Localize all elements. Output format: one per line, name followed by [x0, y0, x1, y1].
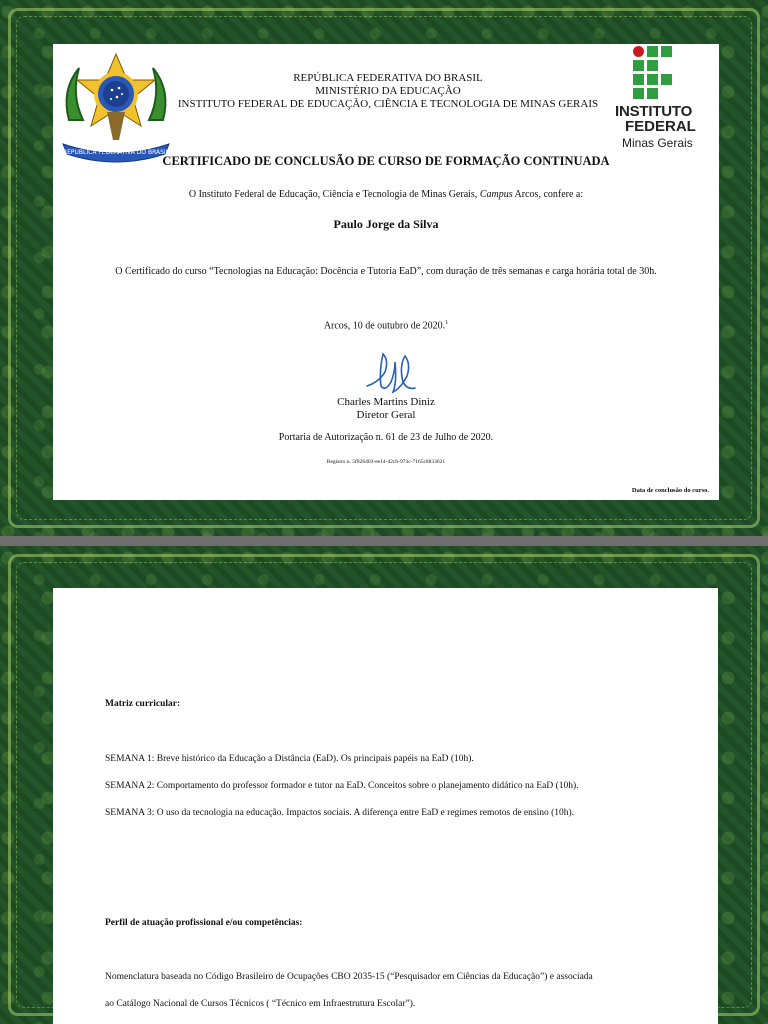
nomenclatura-line: ao Catálogo Nacional de Cursos Técnicos ( “Técnico em Infraestrutura Escolar”). [105, 999, 416, 1009]
certificate-title: CERTIFICADO DE CONCLUSÃO DE CURSO DE FORMAÇÃO CONTINUADA [162, 154, 610, 168]
curriculum-page [53, 588, 718, 1024]
certificate-header [173, 72, 603, 111]
instituto-federal-logo-icon [615, 46, 705, 150]
perfil-heading: Perfil de atuação profissional e/ou competências: [105, 918, 303, 928]
confere-text-start: O Instituto Federal de Educação, Ciência e Tecnologia de Minas Gerais, [188, 189, 480, 200]
header-line-ministry: MINISTÉRIO DA EDUCAÇÃO [315, 85, 461, 97]
matriz-heading: Matriz curricular: [105, 699, 181, 709]
semana-item: SEMANA 3: O uso da tecnologia na educação. Impactos sociais. A diferença entre EaD e regimes remotos de ensino (10h). [105, 808, 575, 818]
portaria-text: Portaria de Autorização n. 61 de 23 de Julho de 2020. [278, 432, 494, 443]
if-logo-squares [633, 46, 675, 102]
logo-text-instituto: INSTITUTO [615, 103, 693, 120]
confere-text-campus: Campus [479, 189, 513, 200]
curriculum-frame [0, 546, 768, 1024]
footnote-mark: 1 [445, 320, 449, 326]
course-description: O Certificado do curso “Tecnologias na Educação: Docência e Tutoria EaD”, com duração de três semanas e carga horária total de 30h. [115, 266, 657, 277]
footnote-text: Data de conclusão do curso. [631, 487, 709, 494]
place-and-date [53, 320, 719, 331]
header-line-republic: REPÚBLICA FEDERATIVA DO BRASIL [293, 72, 483, 84]
recipient-name: Paulo Jorge da Silva [333, 217, 439, 231]
svg-text:REPUBLICA FEDERATIVA DO BRASIL: REPUBLICA FEDERATIVA DO BRASIL [62, 149, 170, 156]
place-date-text: Arcos, 10 de outubro de 2020. [323, 320, 446, 332]
signature-icon [359, 342, 419, 398]
page-separator [0, 536, 768, 546]
signer-role: Diretor Geral [356, 409, 416, 421]
certificate-page [53, 44, 719, 500]
logo-text-minas-gerais: Minas Gerais [622, 136, 693, 150]
signer-name: Charles Martins Diniz [337, 396, 435, 408]
registro-number: Registro n. 5f826403-ee14-42cb-973c-7165c8833621 [326, 459, 446, 465]
logo-text-federal: FEDERAL [625, 118, 696, 135]
signer-block [53, 396, 719, 422]
semana-item: SEMANA 1: Breve histórico da Educação a Distância (EaD). Os principais papéis na EaD (10h). [105, 754, 474, 764]
semana-item: SEMANA 2: Comportamento do professor formador e tutor na EaD. Conceitos sobre o planejamento didático na EaD (10h). [105, 781, 579, 791]
confere-text-end: Arcos, confere a: [512, 189, 584, 200]
confere-text [53, 189, 719, 200]
nomenclatura-line: Nomenclatura baseada no Código Brasileiro de Ocupações CBO 2035-15 (“Pesquisador em Ciências da Educação”) e associada [105, 972, 593, 982]
brazil-coat-of-arms-icon [57, 50, 175, 170]
header-line-institute: INSTITUTO FEDERAL DE EDUCAÇÃO, CIÊNCIA E TECNOLOGIA DE MINAS GERAIS [177, 98, 599, 110]
